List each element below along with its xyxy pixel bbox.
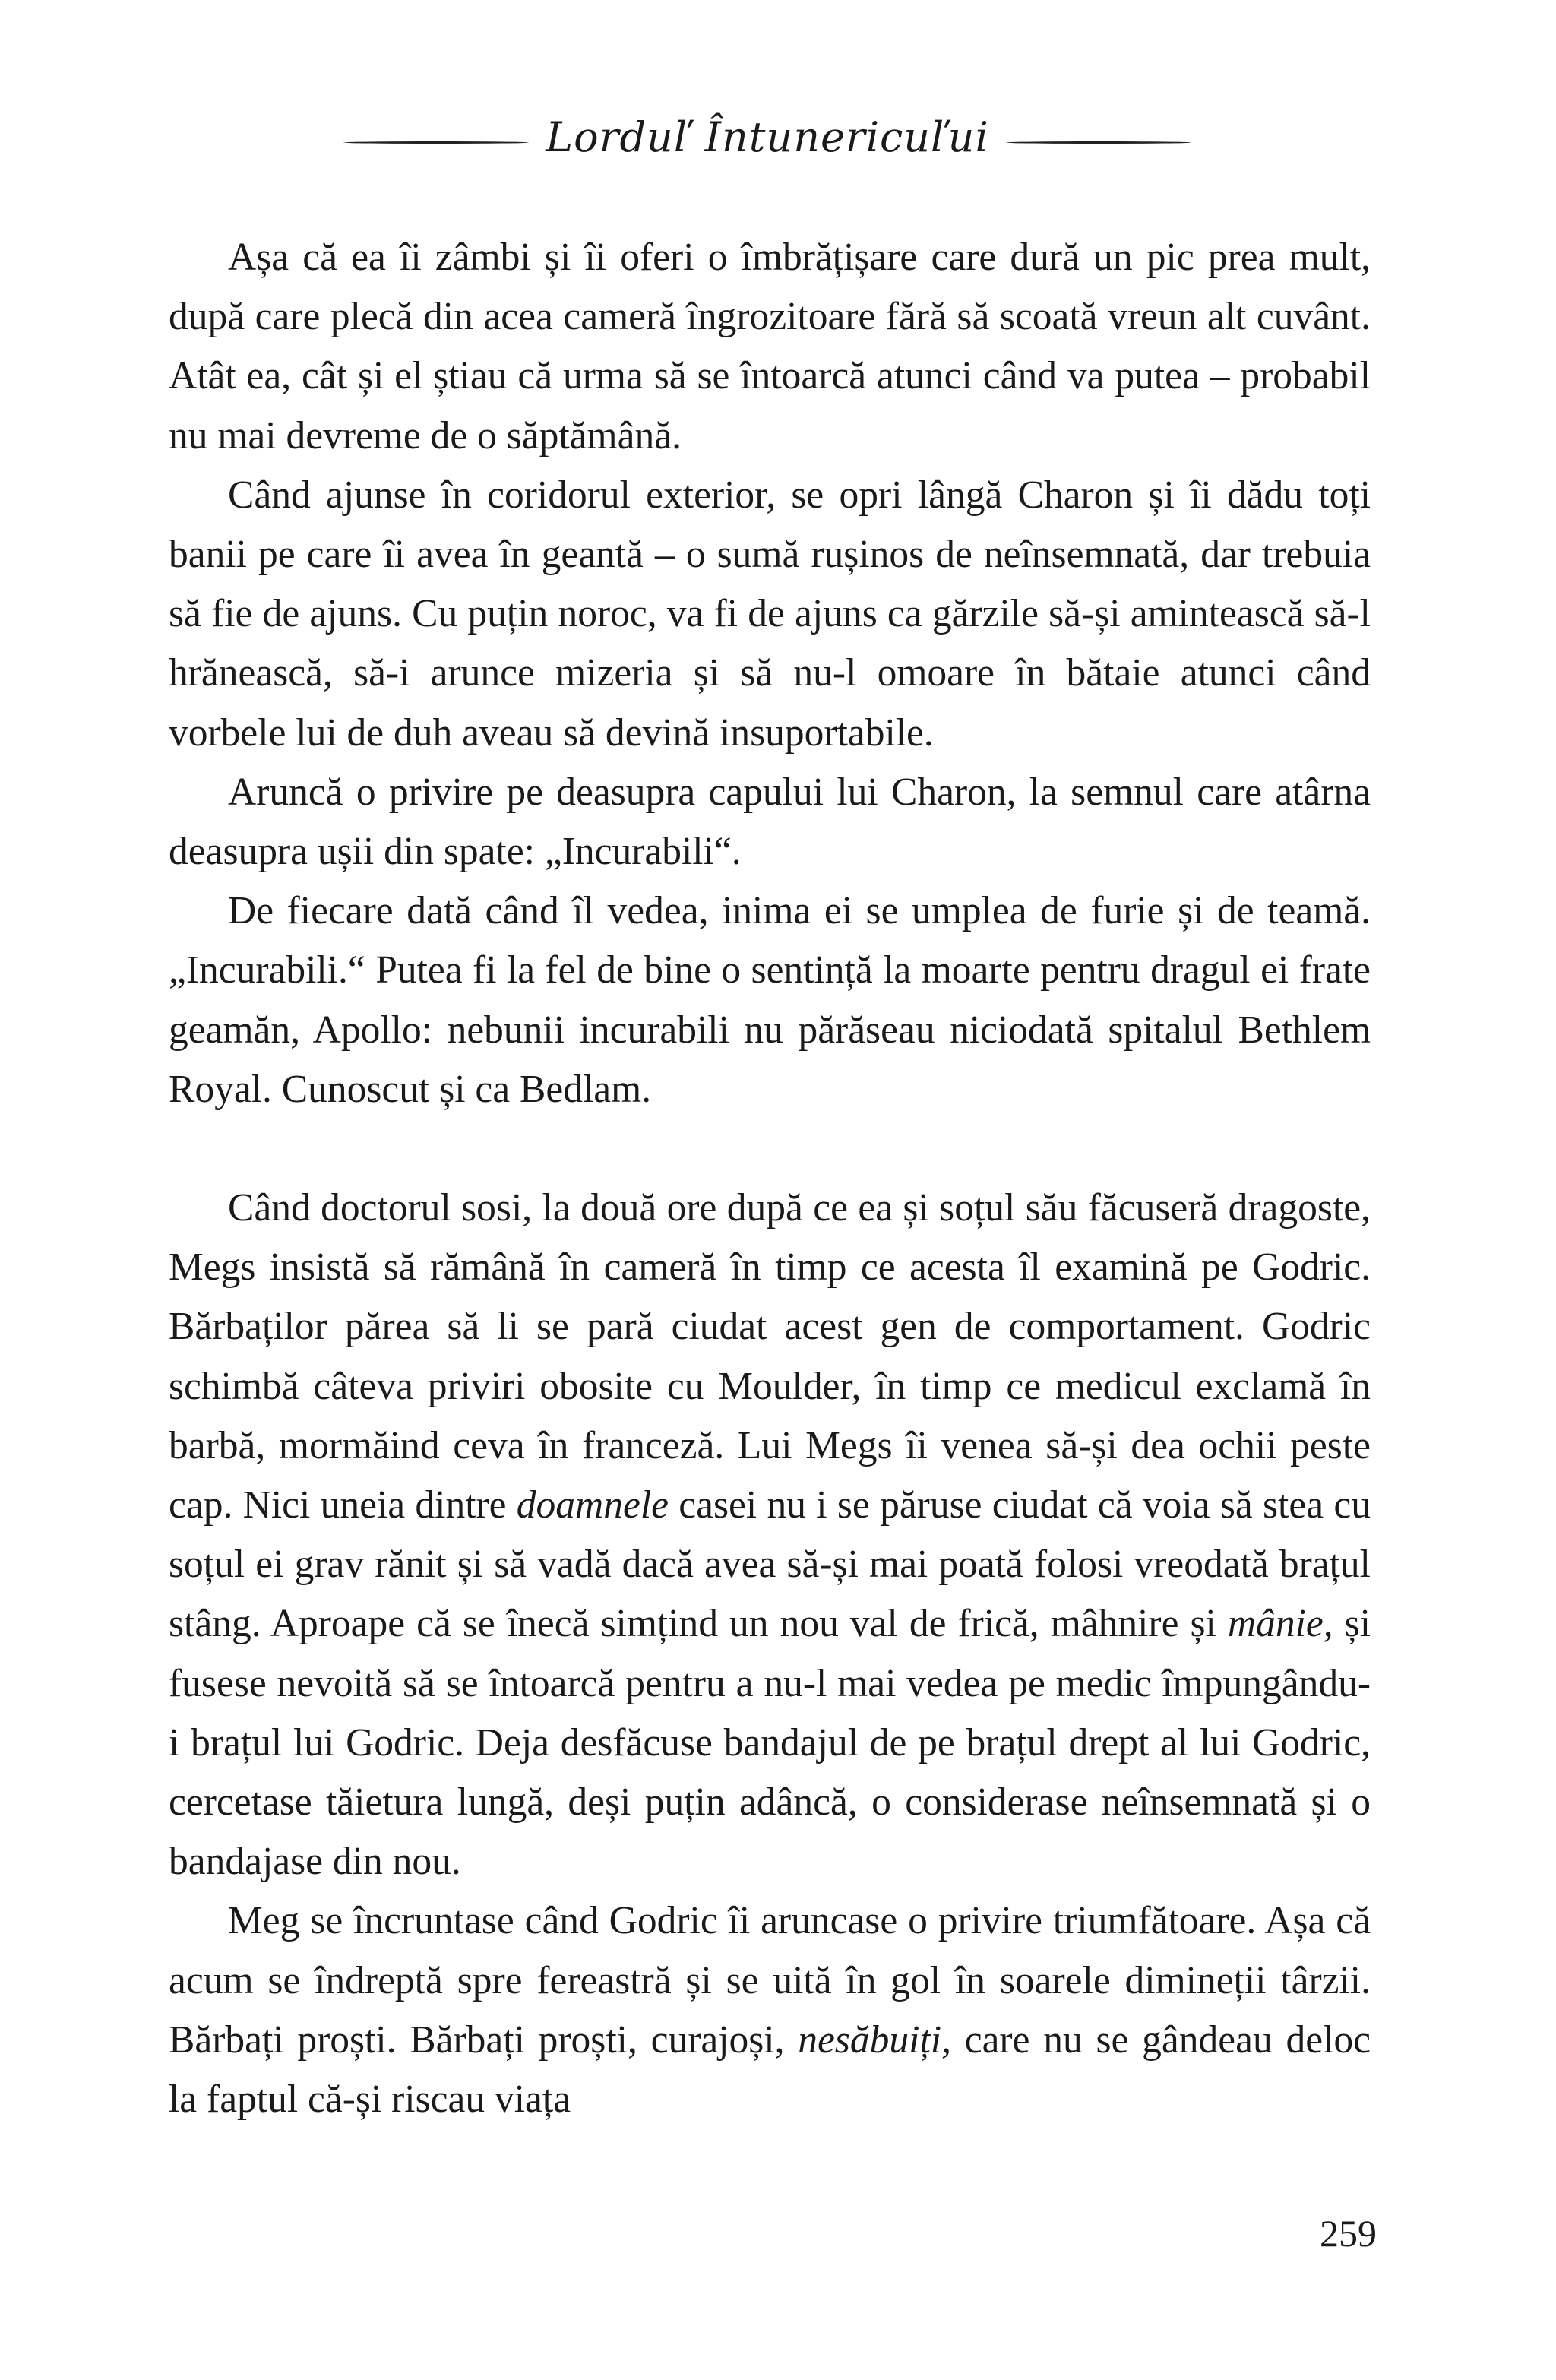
italic-text: nesăbuiți, — [798, 2018, 951, 2062]
header-rule-left — [343, 141, 529, 144]
text-run: Meg se încruntase când Godric îi aruncase o privire triumfătoare. Așa că acum se îndreptă spre fereastră și se uită în gol în soarele dimineții târzii. Bărbați proști. Bărbați proști, curajoși, — [169, 1899, 1371, 2062]
text-run: Așa că ea îi zâmbi și îi oferi o îmbrățișare care dură un pic prea mult, după care plecă din acea cameră îngrozitoare fără să scoată vreun alt cuvânt. Atât ea, cât și el știau că urma să se întoarcă atunci când va putea – probabil nu mai devreme de o săptămână. — [169, 236, 1371, 457]
text-run: De fiecare dată când îl vedea, inima ei se umplea de furie și de teamă. „Incurabili.“ Putea fi la fel de bine o sentință la moarte pentru dragul ei frate geamăn, Apollo: nebunii incurabili nu părăseau niciodată spitalul Bethlem Royal. Cunoscut și ca Bedlam. — [169, 889, 1371, 1111]
text-run: Aruncă o privire pe deasupra capului lui Charon, la semnul care atârna deasupra ușii din spate: „Incurabili“. — [169, 770, 1371, 874]
header-rule-right — [1006, 141, 1191, 144]
italic-text: mânie, — [1227, 1602, 1333, 1646]
paragraph — [169, 228, 1371, 466]
running-header — [327, 106, 1208, 167]
paragraph-section-start — [169, 1179, 1371, 1891]
running-head-title: Lorduľ Întunericuľui — [546, 112, 989, 161]
text-run: casei nu i se păruse ciudat că voia să stea cu soțul ei grav rănit și să vadă dacă avea să-și mai poată folosi vreodată brațul stâng. Aproape că se înecă simțind un nou val de frică, mâhnire și — [169, 1483, 1371, 1646]
body-text — [169, 228, 1371, 2129]
text-run: care nu se gândeau deloc la faptul că-și riscau viața — [169, 2018, 1371, 2122]
paragraph — [169, 466, 1371, 763]
page-number: 259 — [1320, 2212, 1377, 2255]
text-run: Când doctorul sosi, la două ore după ce ea și soțul său făcuseră dragoste, Megs insistă să rămână în cameră în timp ce acesta îl examină pe Godric. Bărbaților părea să li se pară ciudat acest gen de comportament. Godric schimbă câteva priviri obosite cu Moulder, în timp ce medicul exclamă în barbă, mormăind ceva în franceză. Lui Megs îi venea să-și dea ochii peste cap. Nici uneia dintre — [169, 1186, 1371, 1527]
paragraph — [169, 1891, 1371, 2129]
text-run: Când ajunse în coridorul exterior, se opri lângă Charon și îi dădu toți banii pe care îi avea în geantă – o sumă rușinos de neînsemnată, dar trebuia să fie de ajuns. Cu puțin noroc, va fi de ajuns ca gărzile să-și amintească să-l hrănească, să-i arunce mizeria și să nu-l omoare în bătaie atunci când vorbele lui de duh aveau să devină insuportabile. — [169, 473, 1371, 755]
paragraph — [169, 763, 1371, 881]
paragraph — [169, 881, 1371, 1119]
text-run: și fusese nevoită să se întoarcă pentru a nu-l mai vedea pe medic împungându-i brațul lui Godric. Deja desfăcuse bandajul de pe brațul drept al lui Godric, cercetase tăietura lungă, deși puțin adâncă, o considerase neînsemnată și o bandajase din nou. — [169, 1602, 1371, 1884]
italic-text: doamnele — [516, 1483, 669, 1527]
